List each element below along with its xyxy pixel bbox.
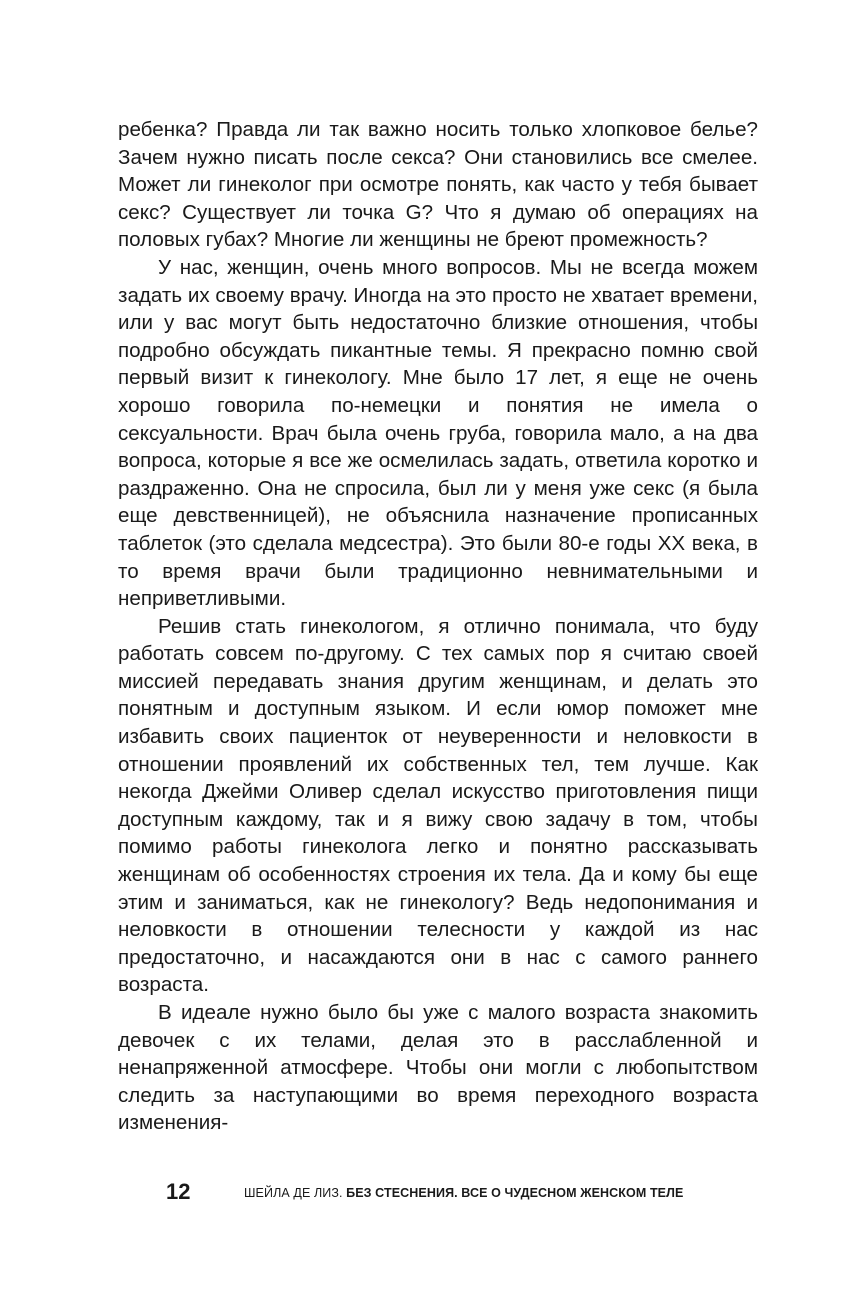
paragraph-2: У нас, женщин, очень много вопросов. Мы не всегда можем задать их своему врачу. Иногда на это просто не хватает времени, или у вас могут быть недостаточно близкие отношения, чтобы подробно обсуждать пикантные темы. Я прекрасно помню свой первый визит к гинекологу. Мне было 17 лет, я еще не очень хорошо говорила по-немецки и понятия не имела о сексуальности. Врач была очень груба, говорила мало, а на два вопроса, которые я все же осмелилась задать, ответила коротко и раздраженно. Она не спросила, был ли у меня уже секс (я была еще девственницей), не объяснила назначение прописанных таблеток (это сделала медсестра). Это были 80-е годы XX века, в то время врачи были традиционно невнимательными и неприветливыми. <box>118 255 758 611</box>
running-head-title: БЕЗ СТЕСНЕНИЯ. ВСЕ О ЧУДЕСНОМ ЖЕНСКОМ ТЕЛЕ <box>346 1186 684 1200</box>
page-number: 12 <box>166 1179 191 1204</box>
paragraph-1: ребенка? Правда ли так важно носить только хлопковое белье? Зачем нужно писать после секса? Они становились все смелее. Может ли гинеколог при осмотре понять, как часто у тебя бывает секс? Существует ли точка G? Что я думаю об операциях на половых губах? Многие ли женщины не бреют промежность? <box>118 118 758 252</box>
running-head-author: ШЕЙЛА ДЕ ЛИЗ. <box>244 1186 343 1200</box>
paragraph-3: Решив стать гинекологом, я отлично понимала, что буду работать совсем по-другому. С тех самых пор я считаю своей миссией передавать знания другим женщинам, и делать это понятным и доступным языком. И если юмор поможет мне избавить своих пациенток от неуверенности и неловкости в отношении проявлений их собственных тел, тем лучше. Как некогда Джейми Оливер сделал искусство приготовления пищи доступным каждому, так и я вижу свою задачу в том, чтобы помимо работы гинеколога легко и понятно рассказывать женщинам об особенностях строения их тела. Да и кому бы еще этим и заниматься, как не гинекологу? Ведь недопонимания и неловкости в отношении телесности у каждой из нас предостаточно, и насаждаются они в нас с самого раннего возраста. <box>118 614 758 997</box>
page-footer <box>166 1177 726 1207</box>
running-head <box>244 1184 683 1202</box>
page-body <box>118 116 758 1137</box>
paragraph-4: В идеале нужно было бы уже с малого возраста знакомить девочек с их телами, делая это в расслабленной и ненапряженной атмосфере. Чтобы они могли с любопытством следить за наступающими во время переходного возраста изменения- <box>118 1001 758 1135</box>
